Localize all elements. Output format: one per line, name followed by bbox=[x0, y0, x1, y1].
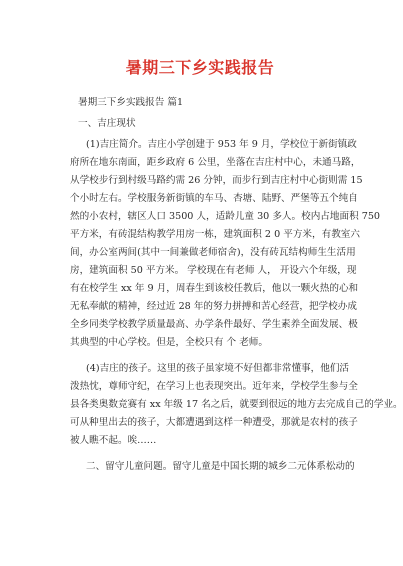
paragraph-line: 无私奉献的精神，经过近 28 年的努力拼搏和苦心经营，把学校办成 bbox=[70, 301, 357, 312]
paragraph-line: 二、留守儿童问题。留守儿童是中国长期的城乡二元体系松动的 bbox=[86, 461, 355, 472]
paragraph-line: 府所在地东南面，距乡政府 6 公里，坐落在吉庄村中心，未通马路， bbox=[70, 157, 361, 168]
paragraph-line: (4)吉庄的孩子。这里的孩子虽家境不好但都非常懂事，他们活 bbox=[86, 363, 350, 374]
section-heading: 一、吉庄现状 bbox=[78, 118, 136, 129]
paragraph-line: 间，办公室两间(其中一间兼做老师宿舍)，没有砖瓦结构师生生活用 bbox=[70, 247, 356, 258]
paragraph-line: 县各类奥数竞赛有 xx 年级 17 名之后，就要到很远的地方去完成自己的学业。 bbox=[70, 399, 403, 410]
document-title: 暑期三下乡实践报告 bbox=[125, 58, 275, 77]
paragraph-line: 然的小农村，辖区人口 3500 人，适龄儿童 30 多人。校内占地面积 750 bbox=[70, 211, 381, 222]
paragraph-line: (1)吉庄简介。吉庄小学创建于 953 年 9 月，学校位于新街镇政 bbox=[86, 139, 357, 150]
paragraph-line: 被人瞧不起。唉…… bbox=[70, 435, 157, 446]
paragraph-line: 个小时左右。学校服务新街镇的车马、杏塘、陆野、严堡等五个纯自 bbox=[70, 193, 358, 204]
paragraph-line: 泼热忱，尊师守纪，在学习上也表现突出。近年来，学校学生参与全 bbox=[70, 381, 358, 392]
paragraph-line: 全乡同类学校教学质量最高、办学条件最好、学生素养全面发展、极 bbox=[70, 319, 358, 330]
paragraph-line: 房，建筑面积 50 平方米。 学校现在有老师 人， 开设六个年级，现 bbox=[70, 265, 357, 276]
paragraph-line: 可从种里出去的孩子，大都遭遇到这样一种遭受，那就是农村的孩子 bbox=[70, 417, 358, 428]
paragraph-line: 从学校步行到村级马路约需 26 分钟，而步行到吉庄村中心街则需 15 bbox=[70, 175, 363, 186]
paragraph-line: 平方米，有砖混结构教学用房一栋，建筑面积 2 0 平方米，有教室六 bbox=[70, 229, 360, 240]
paragraph-line: 其典型的中心学校。但是，全校只有 个 老师。 bbox=[70, 337, 268, 348]
report-subtitle: 暑期三下乡实践报告 篇1 bbox=[78, 97, 184, 108]
paragraph-line: 有在校学生 xx 年 9 月，周春生到该校任教后，他以一颗火热的心和 bbox=[70, 283, 359, 294]
